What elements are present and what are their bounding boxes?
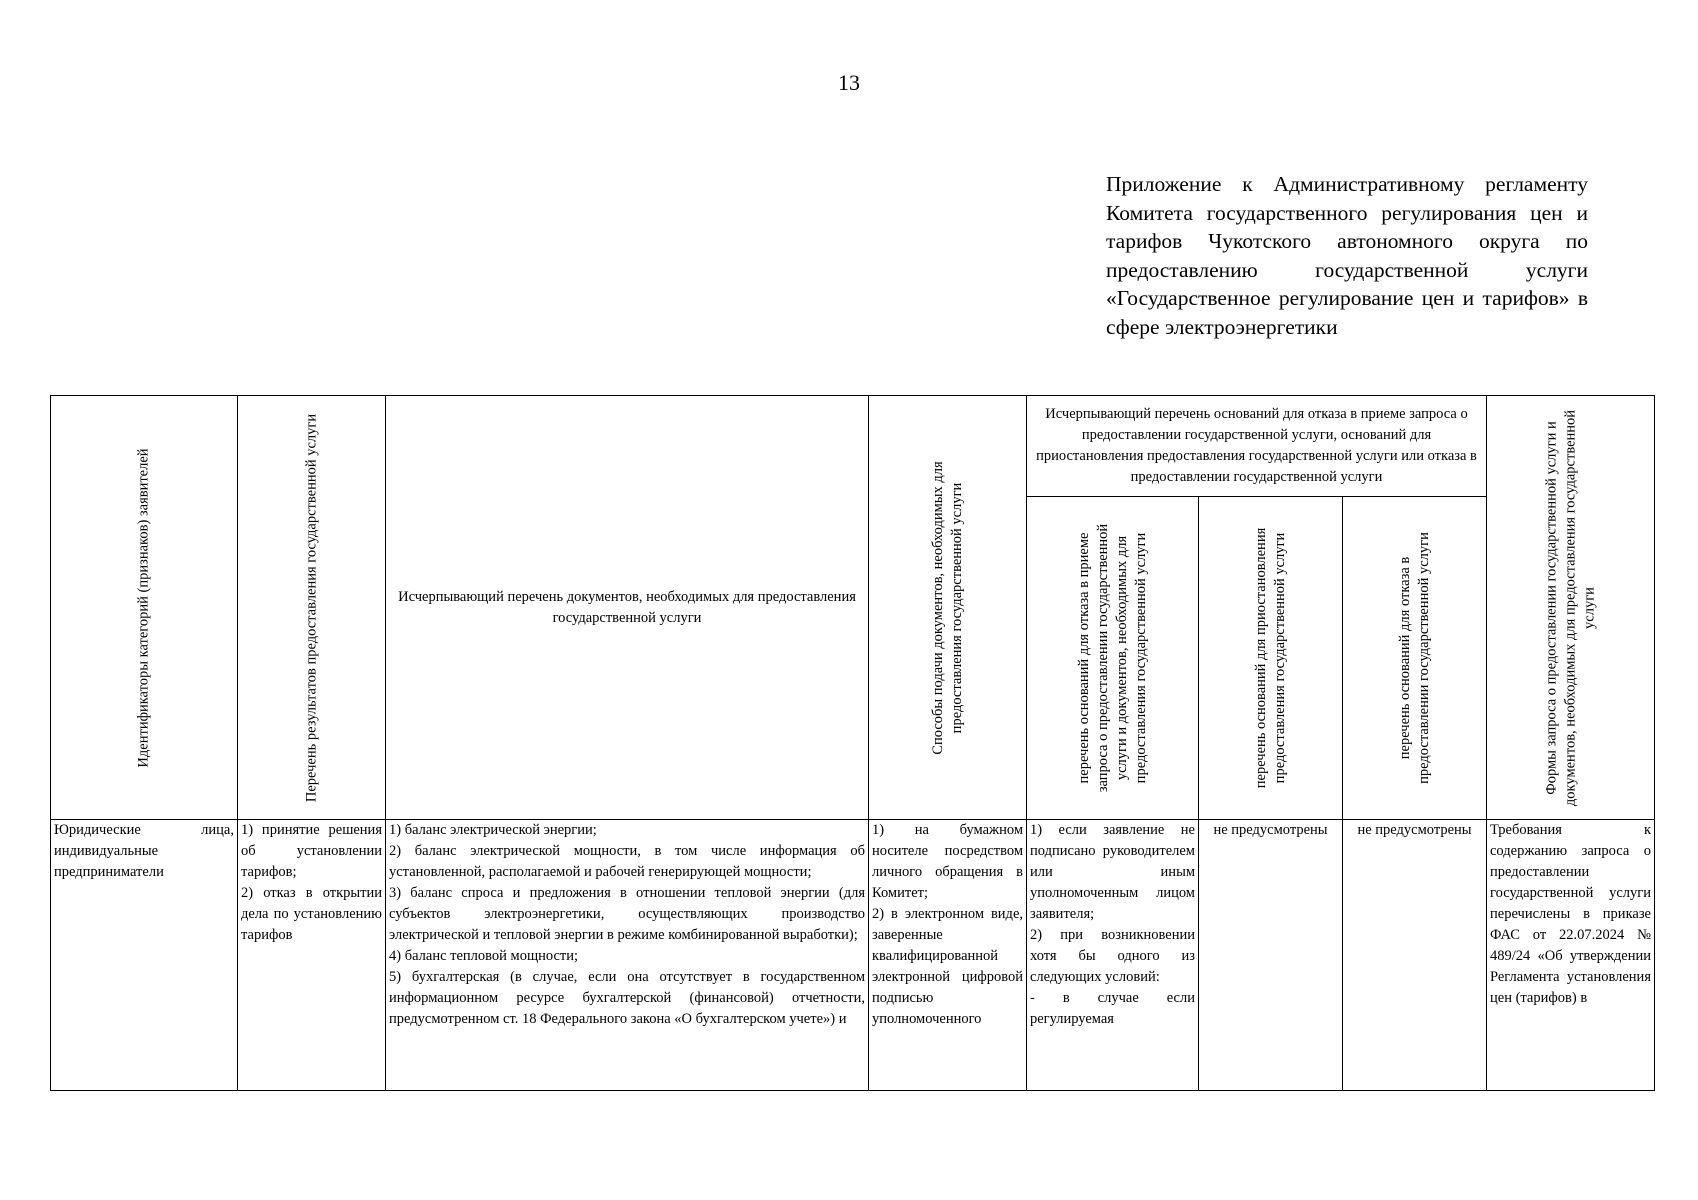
appendix-caption: Приложение к Административному регламенту Комитета государственного регулирования цен и тарифов Чукотского автономного округа по предоставлению государственной услуги «Государственное регулирование цен и тарифов» в сфере электроэнергетики <box>1106 172 1588 339</box>
table-row <box>51 820 1655 1091</box>
table-header-row <box>51 396 1655 497</box>
cell-submission: 1) на бумажном носителе посредством личного обращения в Комитет; 2) в электронном виде, заверенные квалифицированной электронной цифровой подписью уполномоченного <box>869 820 1027 1091</box>
cell-request-forms: Требования к содержанию запроса о предоставлении государственной услуги перечислены в приказе ФАС от 22.07.2024 № 489/24 «Об утверждении Регламента установления цен (тарифов) в <box>1487 820 1655 1091</box>
cell-documents: 1) баланс электрической энергии; 2) баланс электрической мощности, в том числе информация об установленной, располагаемой и рабочей генерирующей мощности; 3) баланс спроса и предложения в отношении тепловой энергии (для субъектов электроэнергетики, осуществляющих производство электрической и тепловой энергии в режиме комбинированной выработки); 4) баланс тепловой мощности; 5) бухгалтерская (в случае, если она отсутствует в государственном информационном ресурсе бухгалтерской (финансовой) отчетности, предусмотренном ст. 18 Федерального закона «О бухгалтерском учете») и <box>386 820 869 1091</box>
cell-refusal-provision: не предусмотрены <box>1343 820 1487 1091</box>
subheader-suspension: перечень оснований для приостановления предоставления государственной услуги <box>1199 497 1343 820</box>
subheader-refusal-acceptance: перечень оснований для отказа в приеме запроса о предоставлении государственной услуги и документов, необходимых для предоставления государственной услуги <box>1027 497 1199 820</box>
header-results-list: Перечень результатов предоставления государственной услуги <box>238 396 386 820</box>
services-table <box>50 395 1655 1091</box>
subheader-refusal-provision: перечень оснований для отказа в предоставлении государственной услуги <box>1343 497 1487 820</box>
header-request-forms: Формы запроса о предоставлении государственной услуги и документов, необходимых для предоставления государственной услуги <box>1487 396 1655 820</box>
header-refusal-grounds: Исчерпывающий перечень оснований для отказа в приеме запроса о предоставлении государственной услуги, оснований для приостановления предоставления государственной услуги или отказа в предоставлении государственной услуги <box>1027 396 1487 497</box>
header-applicant-categories: Идентификаторы категорий (признаков) заявителей <box>51 396 238 820</box>
header-documents-list: Исчерпывающий перечень документов, необходимых для предоставления государственной услуги <box>386 396 869 820</box>
cell-results: 1) принятие решения об установлении тарифов; 2) отказ в открытии дела по установлению тарифов <box>238 820 386 1091</box>
header-submission-methods: Способы подачи документов, необходимых для предоставления государственной услуги <box>869 396 1027 820</box>
cell-refusal-acceptance: 1) если заявление не подписано руководителем или иным уполномоченным лицом заявителя; 2) при возникновении хотя бы одного из следующих условий: - в случае если регулируемая <box>1027 820 1199 1091</box>
cell-applicants: Юридические лица, индивидуальные предприниматели <box>51 820 238 1091</box>
cell-suspension: не предусмотрены <box>1199 820 1343 1091</box>
page-number: 13 <box>838 70 860 95</box>
